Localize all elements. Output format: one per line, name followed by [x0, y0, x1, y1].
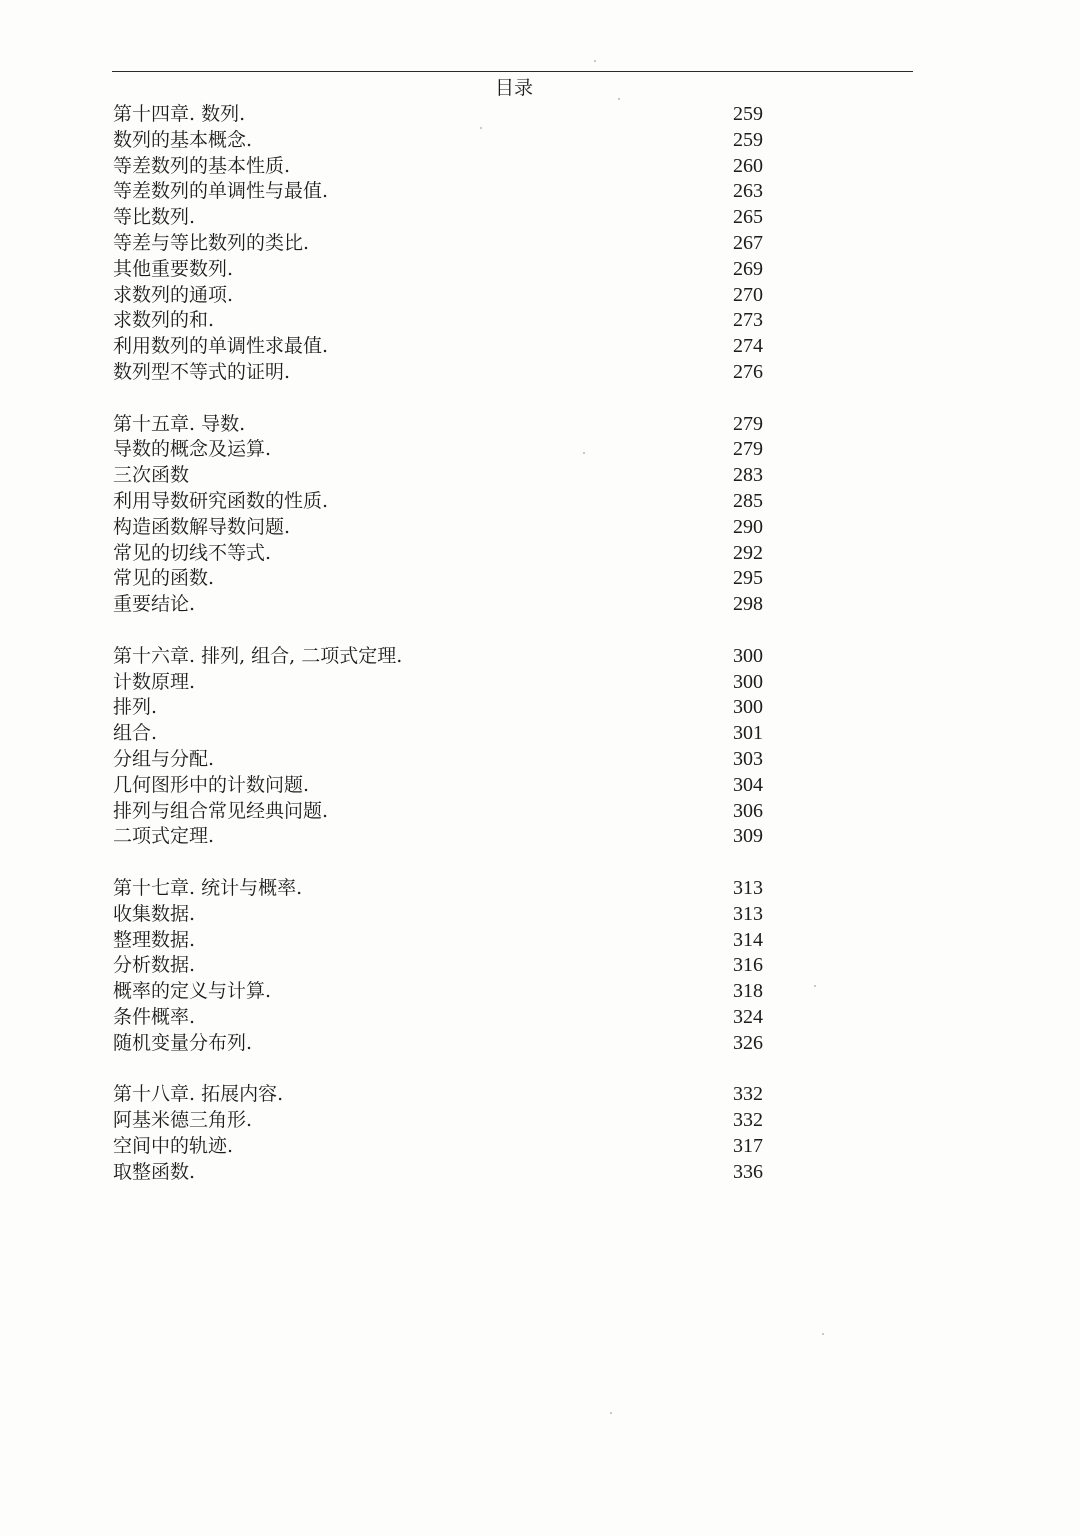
toc-entry	[113, 463, 813, 489]
toc-page-number: 306	[733, 799, 763, 822]
toc-section-ch18	[113, 1082, 813, 1185]
toc-entry-label: 等差数列的单调性与最值.	[113, 180, 329, 203]
toc-entry-label: 常见的切线不等式.	[113, 541, 272, 564]
toc-entry	[113, 154, 813, 180]
toc-entry	[113, 592, 813, 618]
toc-page-number: 295	[733, 567, 763, 590]
toc-entry	[113, 1031, 813, 1057]
toc-page-number: 318	[733, 980, 763, 1003]
toc-page-number: 283	[733, 464, 763, 487]
toc-entry	[113, 1005, 813, 1031]
toc-page-number: 336	[733, 1160, 763, 1183]
toc-entry-label: 常见的函数.	[113, 567, 215, 590]
toc-entry	[113, 437, 813, 463]
scan-speck	[480, 127, 482, 129]
toc-entry-label: 空间中的轨迹.	[113, 1134, 234, 1157]
toc-title: 目录	[494, 77, 533, 99]
header-rule	[112, 71, 913, 72]
toc-entry-label: 利用导数研究函数的性质.	[113, 489, 329, 512]
scan-speck	[610, 1412, 612, 1414]
toc-entry	[113, 257, 813, 283]
toc-entry-label: 第十八章. 拓展内容.	[113, 1083, 284, 1106]
toc-entry-label: 导数的概念及运算.	[113, 438, 272, 461]
toc-entry	[113, 1160, 813, 1186]
toc-entry	[113, 928, 813, 954]
toc-entry-label: 第十六章. 排列, 组合, 二项式定理.	[113, 644, 403, 667]
toc-entry-label: 条件概率.	[113, 1005, 196, 1028]
toc-page-number: 316	[733, 954, 763, 977]
toc-entry-label: 利用数列的单调性求最值.	[113, 335, 329, 358]
toc-page-number: 332	[733, 1109, 763, 1132]
toc-entry-label: 第十四章. 数列.	[113, 103, 246, 125]
toc-page-number: 313	[733, 876, 763, 899]
toc-page-number: 303	[733, 747, 763, 770]
toc-entry-label: 第十七章. 统计与概率.	[113, 876, 303, 899]
toc-entry-label: 三次函数	[113, 464, 190, 487]
toc-chapter-heading	[113, 412, 813, 438]
toc-entry	[113, 799, 813, 825]
toc-entry	[113, 179, 813, 205]
toc-page-number: 290	[733, 515, 763, 538]
toc-entry	[113, 1134, 813, 1160]
toc-entry-label: 整理数据.	[113, 928, 196, 951]
toc-section-ch15	[113, 412, 813, 618]
toc-entry	[113, 231, 813, 257]
toc-page-number: 269	[733, 257, 763, 280]
toc-entry	[113, 541, 813, 567]
toc-chapter-heading	[113, 102, 813, 128]
toc-page-number: 265	[733, 206, 763, 229]
toc-entry	[113, 979, 813, 1005]
toc-page-number: 300	[733, 696, 763, 719]
toc-page-number: 317	[733, 1134, 763, 1157]
toc-page-number: 259	[733, 103, 763, 125]
toc-entry	[113, 824, 813, 850]
toc-entry-label: 分析数据.	[113, 954, 196, 977]
toc-entry	[113, 670, 813, 696]
toc-entry-label: 等比数列.	[113, 206, 196, 229]
toc-chapter-heading	[113, 876, 813, 902]
toc-entry	[113, 283, 813, 309]
toc-page-number: 260	[733, 154, 763, 177]
toc-entry	[113, 489, 813, 515]
toc-page-number: 270	[733, 283, 763, 306]
toc-page-number: 273	[733, 309, 763, 332]
toc-chapter-heading	[113, 644, 813, 670]
toc-page-number: 300	[733, 644, 763, 667]
toc-entry	[113, 1108, 813, 1134]
toc-page-number: 324	[733, 1005, 763, 1028]
toc-entry-label: 数列的基本概念.	[113, 128, 253, 151]
toc-page-number: 301	[733, 722, 763, 745]
toc-entry-label: 第十五章. 导数.	[113, 412, 246, 435]
toc-entry-label: 分组与分配.	[113, 747, 215, 770]
toc-page-number: 259	[733, 128, 763, 151]
toc-entry	[113, 205, 813, 231]
toc-page-number: 309	[733, 825, 763, 848]
scan-speck	[618, 98, 620, 100]
toc-entry-label: 等差与等比数列的类比.	[113, 231, 310, 254]
scan-speck	[814, 985, 816, 987]
toc-entry	[113, 902, 813, 928]
toc-entry	[113, 128, 813, 154]
toc-page-number: 274	[733, 335, 763, 358]
toc-entry-label: 二项式定理.	[113, 825, 215, 848]
toc-entry	[113, 773, 813, 799]
toc-section-ch16	[113, 644, 813, 850]
toc-page-number: 276	[733, 360, 763, 383]
toc-entry	[113, 566, 813, 592]
toc-entry-label: 构造函数解导数问题.	[113, 515, 291, 538]
toc-entry-label: 随机变量分布列.	[113, 1031, 253, 1054]
toc-entry	[113, 308, 813, 334]
toc-page-number: 314	[733, 928, 763, 951]
toc-entry	[113, 515, 813, 541]
toc-entry	[113, 721, 813, 747]
toc-entry-label: 收集数据.	[113, 902, 196, 925]
toc-entry-label: 排列与组合常见经典问题.	[113, 799, 329, 822]
toc-chapter-heading	[113, 1082, 813, 1108]
toc-entry-label: 排列.	[113, 696, 158, 719]
toc-entry-label: 求数列的通项.	[113, 283, 234, 306]
toc-page-number: 326	[733, 1031, 763, 1054]
toc-page-number: 332	[733, 1083, 763, 1106]
toc-entry-label: 其他重要数列.	[113, 257, 234, 280]
toc-entry-label: 重要结论.	[113, 593, 196, 616]
toc-page-number: 304	[733, 773, 763, 796]
toc-page-number: 263	[733, 180, 763, 203]
toc-entry	[113, 360, 813, 386]
toc-section-ch17	[113, 876, 813, 1057]
table-of-contents	[113, 102, 813, 1185]
toc-entry-label: 求数列的和.	[113, 309, 215, 332]
toc-entry-label: 阿基米德三角形.	[113, 1109, 253, 1132]
toc-page-number: 300	[733, 670, 763, 693]
toc-entry-label: 组合.	[113, 722, 158, 745]
scan-speck	[594, 60, 596, 62]
toc-entry	[113, 695, 813, 721]
toc-entry-label: 数列型不等式的证明.	[113, 360, 291, 383]
toc-entry	[113, 953, 813, 979]
toc-entry	[113, 334, 813, 360]
toc-page-number: 313	[733, 902, 763, 925]
toc-page-number: 279	[733, 412, 763, 435]
toc-entry-label: 取整函数.	[113, 1160, 196, 1183]
toc-page-number: 292	[733, 541, 763, 564]
toc-section-ch14	[113, 102, 813, 386]
toc-entry-label: 等差数列的基本性质.	[113, 154, 291, 177]
scan-speck	[583, 452, 585, 454]
toc-page-number: 298	[733, 593, 763, 616]
toc-page-number: 267	[733, 231, 763, 254]
toc-entry	[113, 747, 813, 773]
toc-entry-label: 计数原理.	[113, 670, 196, 693]
toc-entry-label: 几何图形中的计数问题.	[113, 773, 310, 796]
toc-page-number: 285	[733, 489, 763, 512]
scan-speck	[822, 1333, 824, 1335]
toc-page-number: 279	[733, 438, 763, 461]
toc-entry-label: 概率的定义与计算.	[113, 980, 272, 1003]
